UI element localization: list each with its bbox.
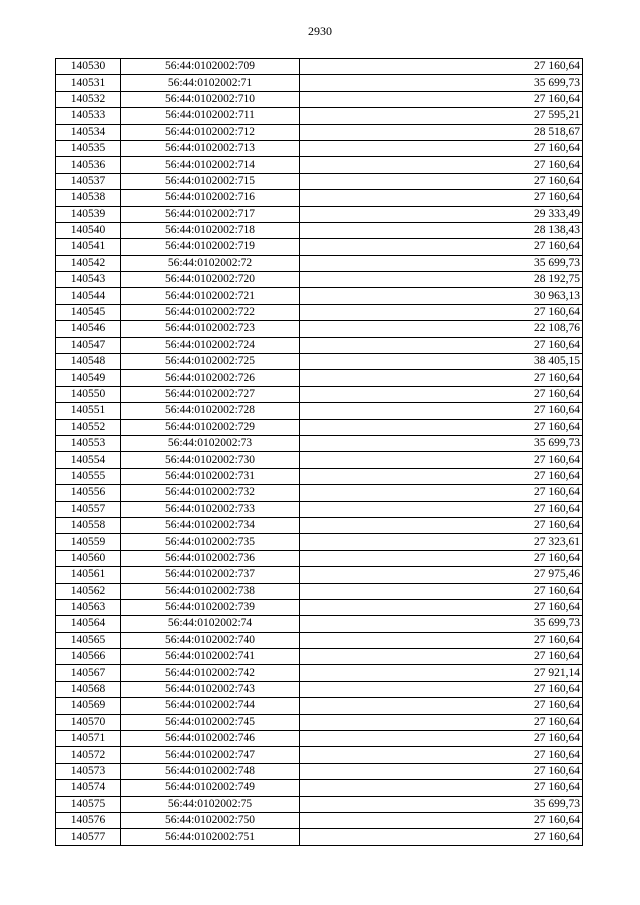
cadastral-number-cell: 56:44:0102002:735 — [121, 534, 300, 550]
row-number-cell: 140554 — [56, 452, 121, 468]
row-number-cell: 140538 — [56, 190, 121, 206]
table-row — [56, 206, 583, 222]
value-cell: 27 595,21 — [300, 108, 583, 124]
table-row — [56, 829, 583, 845]
row-number-cell: 140543 — [56, 272, 121, 288]
value-cell: 27 160,64 — [300, 485, 583, 501]
cadastral-number-cell: 56:44:0102002:74 — [121, 616, 300, 632]
table-row — [56, 288, 583, 304]
row-number-cell: 140541 — [56, 239, 121, 255]
value-cell: 27 160,64 — [300, 304, 583, 320]
table-row — [56, 763, 583, 779]
row-number-cell: 140537 — [56, 173, 121, 189]
table-row — [56, 452, 583, 468]
cadastral-number-cell: 56:44:0102002:750 — [121, 812, 300, 828]
row-number-cell: 140551 — [56, 403, 121, 419]
value-cell: 28 518,67 — [300, 124, 583, 140]
value-cell: 27 160,64 — [300, 632, 583, 648]
table-row — [56, 190, 583, 206]
table-row — [56, 370, 583, 386]
cadastral-number-cell: 56:44:0102002:710 — [121, 91, 300, 107]
cadastral-number-cell: 56:44:0102002:744 — [121, 698, 300, 714]
cadastral-number-cell: 56:44:0102002:714 — [121, 157, 300, 173]
table-row — [56, 632, 583, 648]
value-cell: 27 160,64 — [300, 157, 583, 173]
value-cell: 27 921,14 — [300, 665, 583, 681]
value-cell: 27 160,64 — [300, 190, 583, 206]
row-number-cell: 140561 — [56, 567, 121, 583]
value-cell: 27 160,64 — [300, 649, 583, 665]
table-row — [56, 796, 583, 812]
row-number-cell: 140565 — [56, 632, 121, 648]
cadastral-number-cell: 56:44:0102002:720 — [121, 272, 300, 288]
cadastral-number-cell: 56:44:0102002:726 — [121, 370, 300, 386]
table-row — [56, 157, 583, 173]
cadastral-number-cell: 56:44:0102002:71 — [121, 75, 300, 91]
value-cell: 27 160,64 — [300, 386, 583, 402]
value-cell: 29 333,49 — [300, 206, 583, 222]
row-number-cell: 140564 — [56, 616, 121, 632]
row-number-cell: 140548 — [56, 354, 121, 370]
row-number-cell: 140530 — [56, 59, 121, 75]
row-number-cell: 140557 — [56, 501, 121, 517]
table-row — [56, 419, 583, 435]
row-number-cell: 140567 — [56, 665, 121, 681]
cadastral-number-cell: 56:44:0102002:747 — [121, 747, 300, 763]
cadastral-number-cell: 56:44:0102002:728 — [121, 403, 300, 419]
row-number-cell: 140531 — [56, 75, 121, 91]
table-row — [56, 403, 583, 419]
table-row — [56, 222, 583, 238]
table-row — [56, 714, 583, 730]
page-number: 2930 — [308, 24, 332, 38]
value-cell: 27 160,64 — [300, 419, 583, 435]
row-number-cell: 140568 — [56, 681, 121, 697]
value-cell: 27 160,64 — [300, 714, 583, 730]
value-cell: 27 160,64 — [300, 812, 583, 828]
cadastral-number-cell: 56:44:0102002:746 — [121, 731, 300, 747]
value-cell: 28 138,43 — [300, 222, 583, 238]
value-cell: 27 160,64 — [300, 599, 583, 615]
table-row — [56, 747, 583, 763]
row-number-cell: 140572 — [56, 747, 121, 763]
value-cell: 27 160,64 — [300, 501, 583, 517]
table-row — [56, 517, 583, 533]
value-cell: 27 160,64 — [300, 780, 583, 796]
row-number-cell: 140571 — [56, 731, 121, 747]
table-row — [56, 304, 583, 320]
cadastral-number-cell: 56:44:0102002:721 — [121, 288, 300, 304]
value-cell: 27 160,64 — [300, 370, 583, 386]
row-number-cell: 140546 — [56, 321, 121, 337]
value-cell: 27 160,64 — [300, 681, 583, 697]
value-cell: 27 160,64 — [300, 91, 583, 107]
row-number-cell: 140533 — [56, 108, 121, 124]
table-row — [56, 75, 583, 91]
cadastral-number-cell: 56:44:0102002:75 — [121, 796, 300, 812]
value-cell: 27 160,64 — [300, 517, 583, 533]
row-number-cell: 140552 — [56, 419, 121, 435]
cadastral-number-cell: 56:44:0102002:749 — [121, 780, 300, 796]
value-cell: 28 192,75 — [300, 272, 583, 288]
records-table — [55, 58, 583, 846]
value-cell: 27 160,64 — [300, 698, 583, 714]
value-cell: 35 699,73 — [300, 435, 583, 451]
row-number-cell: 140534 — [56, 124, 121, 140]
cadastral-number-cell: 56:44:0102002:743 — [121, 681, 300, 697]
cadastral-number-cell: 56:44:0102002:731 — [121, 468, 300, 484]
cadastral-number-cell: 56:44:0102002:748 — [121, 763, 300, 779]
table-row — [56, 255, 583, 271]
row-number-cell: 140540 — [56, 222, 121, 238]
row-number-cell: 140563 — [56, 599, 121, 615]
row-number-cell: 140569 — [56, 698, 121, 714]
row-number-cell: 140577 — [56, 829, 121, 845]
table-row — [56, 501, 583, 517]
table-row — [56, 649, 583, 665]
cadastral-number-cell: 56:44:0102002:715 — [121, 173, 300, 189]
table-row — [56, 91, 583, 107]
cadastral-number-cell: 56:44:0102002:72 — [121, 255, 300, 271]
value-cell: 27 160,64 — [300, 747, 583, 763]
table-row — [56, 140, 583, 156]
table-row — [56, 321, 583, 337]
cadastral-number-cell: 56:44:0102002:738 — [121, 583, 300, 599]
table-row — [56, 812, 583, 828]
value-cell: 27 323,61 — [300, 534, 583, 550]
cadastral-number-cell: 56:44:0102002:722 — [121, 304, 300, 320]
value-cell: 27 160,64 — [300, 583, 583, 599]
row-number-cell: 140550 — [56, 386, 121, 402]
table-row — [56, 567, 583, 583]
cadastral-number-cell: 56:44:0102002:742 — [121, 665, 300, 681]
cadastral-number-cell: 56:44:0102002:734 — [121, 517, 300, 533]
cadastral-number-cell: 56:44:0102002:739 — [121, 599, 300, 615]
cadastral-number-cell: 56:44:0102002:732 — [121, 485, 300, 501]
value-cell: 30 963,13 — [300, 288, 583, 304]
cadastral-number-cell: 56:44:0102002:716 — [121, 190, 300, 206]
value-cell: 35 699,73 — [300, 616, 583, 632]
cadastral-number-cell: 56:44:0102002:729 — [121, 419, 300, 435]
row-number-cell: 140542 — [56, 255, 121, 271]
value-cell: 35 699,73 — [300, 75, 583, 91]
value-cell: 27 160,64 — [300, 403, 583, 419]
row-number-cell: 140549 — [56, 370, 121, 386]
cadastral-number-cell: 56:44:0102002:751 — [121, 829, 300, 845]
value-cell: 27 160,64 — [300, 731, 583, 747]
table-row — [56, 239, 583, 255]
table-row — [56, 665, 583, 681]
row-number-cell: 140573 — [56, 763, 121, 779]
value-cell: 27 160,64 — [300, 550, 583, 566]
table-row — [56, 468, 583, 484]
cadastral-number-cell: 56:44:0102002:709 — [121, 59, 300, 75]
value-cell: 27 160,64 — [300, 452, 583, 468]
row-number-cell: 140547 — [56, 337, 121, 353]
cadastral-number-cell: 56:44:0102002:713 — [121, 140, 300, 156]
records-table-body — [56, 59, 583, 846]
table-row — [56, 272, 583, 288]
row-number-cell: 140535 — [56, 140, 121, 156]
row-number-cell: 140574 — [56, 780, 121, 796]
table-row — [56, 780, 583, 796]
value-cell: 27 975,46 — [300, 567, 583, 583]
value-cell: 27 160,64 — [300, 173, 583, 189]
cadastral-number-cell: 56:44:0102002:724 — [121, 337, 300, 353]
cadastral-number-cell: 56:44:0102002:727 — [121, 386, 300, 402]
value-cell: 35 699,73 — [300, 255, 583, 271]
cadastral-number-cell: 56:44:0102002:712 — [121, 124, 300, 140]
table-row — [56, 337, 583, 353]
row-number-cell: 140559 — [56, 534, 121, 550]
table-row — [56, 534, 583, 550]
row-number-cell: 140556 — [56, 485, 121, 501]
cadastral-number-cell: 56:44:0102002:733 — [121, 501, 300, 517]
value-cell: 27 160,64 — [300, 239, 583, 255]
row-number-cell: 140576 — [56, 812, 121, 828]
row-number-cell: 140544 — [56, 288, 121, 304]
table-row — [56, 583, 583, 599]
table-row — [56, 354, 583, 370]
table-row — [56, 698, 583, 714]
cadastral-number-cell: 56:44:0102002:745 — [121, 714, 300, 730]
row-number-cell: 140536 — [56, 157, 121, 173]
value-cell: 27 160,64 — [300, 763, 583, 779]
row-number-cell: 140532 — [56, 91, 121, 107]
table-row — [56, 124, 583, 140]
cadastral-number-cell: 56:44:0102002:711 — [121, 108, 300, 124]
row-number-cell: 140562 — [56, 583, 121, 599]
cadastral-number-cell: 56:44:0102002:725 — [121, 354, 300, 370]
value-cell: 35 699,73 — [300, 796, 583, 812]
table-row — [56, 59, 583, 75]
value-cell: 22 108,76 — [300, 321, 583, 337]
cadastral-number-cell: 56:44:0102002:737 — [121, 567, 300, 583]
table-row — [56, 599, 583, 615]
table-row — [56, 731, 583, 747]
cadastral-number-cell: 56:44:0102002:718 — [121, 222, 300, 238]
row-number-cell: 140555 — [56, 468, 121, 484]
row-number-cell: 140539 — [56, 206, 121, 222]
table-row — [56, 173, 583, 189]
cadastral-number-cell: 56:44:0102002:717 — [121, 206, 300, 222]
row-number-cell: 140558 — [56, 517, 121, 533]
table-row — [56, 386, 583, 402]
value-cell: 27 160,64 — [300, 59, 583, 75]
cadastral-number-cell: 56:44:0102002:741 — [121, 649, 300, 665]
table-row — [56, 681, 583, 697]
table-row — [56, 108, 583, 124]
table-row — [56, 435, 583, 451]
row-number-cell: 140553 — [56, 435, 121, 451]
row-number-cell: 140560 — [56, 550, 121, 566]
value-cell: 38 405,15 — [300, 354, 583, 370]
cadastral-number-cell: 56:44:0102002:730 — [121, 452, 300, 468]
value-cell: 27 160,64 — [300, 140, 583, 156]
value-cell: 27 160,64 — [300, 468, 583, 484]
row-number-cell: 140545 — [56, 304, 121, 320]
row-number-cell: 140566 — [56, 649, 121, 665]
value-cell: 27 160,64 — [300, 829, 583, 845]
row-number-cell: 140570 — [56, 714, 121, 730]
value-cell: 27 160,64 — [300, 337, 583, 353]
row-number-cell: 140575 — [56, 796, 121, 812]
cadastral-number-cell: 56:44:0102002:736 — [121, 550, 300, 566]
table-row — [56, 616, 583, 632]
cadastral-number-cell: 56:44:0102002:723 — [121, 321, 300, 337]
cadastral-number-cell: 56:44:0102002:73 — [121, 435, 300, 451]
table-row — [56, 485, 583, 501]
table-row — [56, 550, 583, 566]
cadastral-number-cell: 56:44:0102002:740 — [121, 632, 300, 648]
cadastral-number-cell: 56:44:0102002:719 — [121, 239, 300, 255]
